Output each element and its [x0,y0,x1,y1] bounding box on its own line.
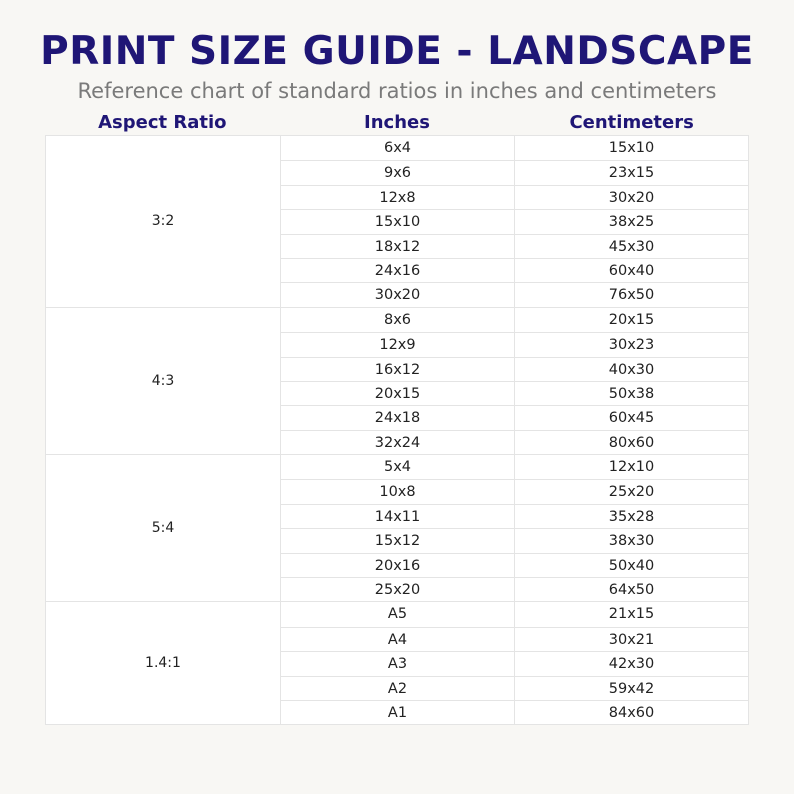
centimeters-cell: 40x30 [608,361,655,378]
centimeters-cell: 76x50 [608,287,655,304]
table-row [281,676,748,700]
inches-cell: 6x4 [281,136,515,160]
header-inches: Inches [364,112,430,133]
size-rows [281,136,748,307]
table-row [281,577,748,601]
ratio-group [46,307,748,454]
inches-cell: A5 [281,602,515,626]
table-row [281,308,748,332]
table-row [281,651,748,675]
header-centimeters: Centimeters [569,112,694,133]
page-subtitle: Reference chart of standard ratios in inches and centimeters [77,79,717,103]
centimeters-cell: 38x30 [608,533,655,550]
centimeters-cell: 35x28 [608,508,655,525]
header-aspect-ratio: Aspect Ratio [98,112,227,133]
inches-cell: 30x20 [281,283,515,306]
centimeters-cell: 45x30 [608,238,655,255]
table-row [281,234,748,258]
inches-cell: 9x6 [281,161,515,184]
centimeters-cell: 21x15 [608,606,655,623]
table-row [281,357,748,381]
centimeters-cell: 15x10 [608,140,655,156]
ratio-group [46,601,748,724]
inches-cell: A3 [281,652,515,675]
inches-cell: 18x12 [281,235,515,258]
inches-cell: 20x16 [281,554,515,577]
table-row [281,381,748,405]
inches-cell: A4 [281,628,515,651]
table-row [281,185,748,209]
table-row [281,504,748,528]
ratio-group [46,136,748,307]
table-row [281,209,748,233]
inches-cell: 12x9 [281,333,515,356]
centimeters-cell: 60x45 [608,410,655,427]
page-title: PRINT SIZE GUIDE - LANDSCAPE [40,29,754,74]
inches-cell: 24x16 [281,259,515,282]
inches-cell: 16x12 [281,358,515,381]
aspect-ratio-cell: 5:4 [46,455,281,601]
table-row [281,430,748,454]
inches-cell: 5x4 [281,455,515,479]
inches-cell: 8x6 [281,308,515,332]
inches-cell: 25x20 [281,578,515,601]
centimeters-cell: 64x50 [608,582,655,599]
centimeters-cell: 25x20 [608,484,655,501]
table-row [281,553,748,577]
inches-cell: 10x8 [281,480,515,503]
inches-cell: 15x10 [281,210,515,233]
inches-cell: 15x12 [281,529,515,552]
aspect-ratio-cell: 4:3 [46,308,281,454]
table-row [281,282,748,306]
table-row [281,258,748,282]
inches-cell: 20x15 [281,382,515,405]
inches-cell: A2 [281,677,515,700]
aspect-ratio-cell: 1.4:1 [46,602,281,724]
centimeters-cell: 60x40 [608,262,655,279]
inches-cell: 14x11 [281,505,515,528]
table-row [281,602,748,626]
table-row [281,700,748,724]
size-rows [281,455,748,601]
centimeters-cell: 20x15 [608,311,655,328]
inches-cell: A1 [281,701,515,724]
table-header [45,110,749,136]
table-row [281,405,748,429]
table-row [281,136,748,160]
table-row [281,627,748,651]
size-rows [281,308,748,454]
centimeters-cell: 80x60 [608,434,655,451]
table-row [281,332,748,356]
centimeters-cell: 30x21 [608,631,655,648]
centimeters-cell: 30x20 [608,189,655,206]
table-row [281,160,748,184]
inches-cell: 24x18 [281,406,515,429]
centimeters-cell: 23x15 [608,165,655,182]
table-row [281,455,748,479]
centimeters-cell: 84x60 [608,704,655,721]
aspect-ratio-cell: 3:2 [46,136,281,307]
inches-cell: 12x8 [281,186,515,209]
ratio-group [46,454,748,601]
size-rows [281,602,748,724]
centimeters-cell: 30x23 [608,337,655,354]
table-row [281,528,748,552]
centimeters-cell: 59x42 [608,680,655,697]
centimeters-cell: 38x25 [608,214,655,231]
table-row [281,479,748,503]
print-size-table [45,135,749,725]
centimeters-cell: 12x10 [608,459,655,476]
centimeters-cell: 50x40 [608,557,655,574]
centimeters-cell: 42x30 [608,656,655,673]
centimeters-cell: 50x38 [608,385,655,402]
inches-cell: 32x24 [281,431,515,454]
